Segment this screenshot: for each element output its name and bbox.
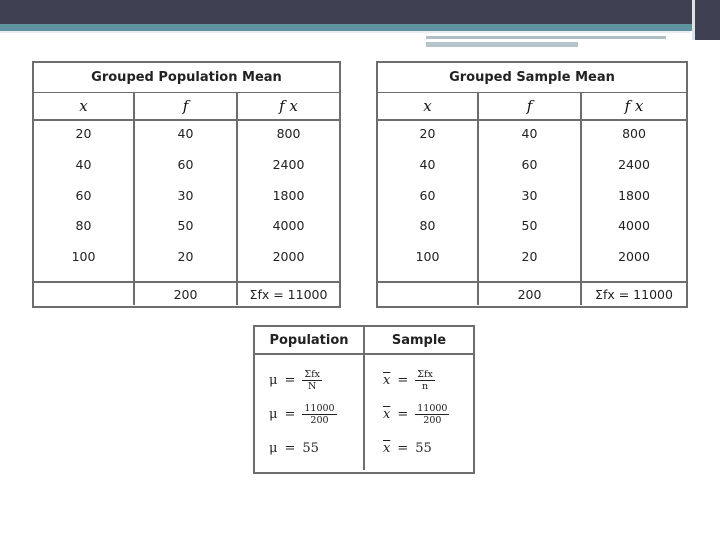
formula-header-row — [255, 327, 473, 355]
total-empty-cell — [34, 283, 135, 305]
header-f: f — [479, 93, 582, 119]
sample-formulas — [365, 355, 473, 470]
x-bar-symbol: $\overline{x}$ — [383, 372, 391, 388]
mu-symbol: μ — [269, 406, 278, 422]
x-bar-symbol: $\overline{x}$ — [383, 406, 391, 422]
mu-symbol: μ — [269, 372, 278, 388]
column-x — [378, 121, 479, 281]
table-total-row — [34, 283, 339, 305]
table-body — [34, 121, 339, 283]
column-f — [479, 121, 582, 281]
total-fx: Σfx = 11000 — [249, 286, 328, 302]
header-x: x — [34, 93, 135, 119]
cell-f: 50 — [177, 218, 194, 234]
header-fx: f x — [279, 97, 298, 115]
column-fx — [582, 121, 686, 281]
cell-x: 40 — [419, 156, 436, 172]
column-x — [34, 121, 135, 281]
cell-x: 20 — [419, 126, 436, 141]
fraction — [302, 369, 322, 392]
cell-x: 80 — [419, 218, 436, 234]
header-x: x — [378, 93, 479, 119]
total-f: 200 — [135, 283, 238, 305]
header-f: f — [135, 93, 238, 119]
slide-corner-notch — [692, 0, 720, 40]
cell-fx: 1800 — [272, 187, 305, 203]
table-title: Grouped Sample Mean — [378, 63, 686, 93]
table-title: Grouped Population Mean — [34, 63, 339, 93]
cell-f: 20 — [521, 249, 538, 265]
column-f — [135, 121, 238, 281]
column-fx — [238, 121, 339, 281]
denominator: N — [308, 380, 317, 392]
table-header-row — [378, 93, 686, 121]
cell-f: 20 — [177, 249, 194, 265]
equals-sign: = — [284, 406, 296, 422]
population-frequency-table — [32, 61, 341, 308]
cell-x: 100 — [71, 249, 96, 265]
cell-fx: 1800 — [618, 187, 650, 203]
cell-fx: 800 — [276, 126, 301, 141]
cell-f: 30 — [521, 187, 538, 203]
table-body — [378, 121, 686, 283]
formula-row — [383, 397, 473, 431]
result-value: 55 — [415, 440, 432, 456]
fraction — [415, 369, 435, 392]
cell-x: 80 — [75, 218, 92, 234]
fraction — [415, 403, 449, 426]
numerator: Σfx — [417, 368, 433, 380]
cell-x: 60 — [419, 187, 436, 203]
total-fx: Σfx = 11000 — [595, 286, 673, 302]
formula-row — [269, 363, 363, 397]
cell-f: 30 — [177, 187, 194, 203]
cell-x: 100 — [415, 249, 440, 265]
decorative-line — [0, 31, 690, 33]
cell-x: 20 — [75, 126, 92, 141]
equals-sign: = — [397, 372, 409, 388]
cell-fx: 4000 — [618, 218, 650, 234]
table-total-row — [378, 283, 686, 305]
population-formulas — [255, 355, 365, 470]
formula-row — [383, 431, 473, 465]
cell-fx: 800 — [622, 126, 646, 141]
header-sample: Sample — [391, 332, 447, 348]
header-fx: f x — [624, 97, 644, 115]
cell-f: 40 — [521, 126, 538, 141]
result-value: 55 — [302, 440, 319, 456]
denominator: n — [421, 380, 429, 392]
cell-fx: 2000 — [618, 249, 650, 265]
decorative-line — [426, 42, 578, 47]
cell-fx: 2400 — [272, 156, 305, 172]
cell-f: 50 — [521, 218, 538, 234]
table-header-row — [34, 93, 339, 121]
formula-body — [255, 355, 473, 470]
header-population: Population — [255, 327, 365, 353]
numerator: Σfx — [304, 368, 320, 380]
x-bar-symbol: $\overline{x}$ — [383, 440, 391, 456]
slide-top-band — [0, 24, 720, 31]
denominator: 200 — [310, 414, 329, 426]
fraction — [302, 403, 336, 426]
slide-top-bar — [0, 0, 720, 24]
cell-x: 60 — [75, 187, 92, 203]
equals-sign: = — [397, 440, 409, 456]
denominator: 200 — [423, 414, 442, 426]
numerator: 11000 — [304, 402, 335, 414]
decorative-line — [426, 36, 666, 39]
cell-x: 40 — [75, 156, 92, 172]
cell-f: 40 — [177, 126, 194, 141]
total-empty-cell — [378, 283, 479, 305]
total-f: 200 — [479, 283, 582, 305]
cell-fx: 4000 — [272, 218, 305, 234]
cell-fx: 2000 — [272, 249, 305, 265]
cell-f: 60 — [521, 156, 538, 172]
mean-formula-table — [253, 325, 475, 474]
numerator: 11000 — [417, 402, 448, 414]
cell-fx: 2400 — [618, 156, 650, 172]
equals-sign: = — [284, 372, 296, 388]
formula-row — [383, 363, 473, 397]
equals-sign: = — [397, 406, 409, 422]
equals-sign: = — [284, 440, 296, 456]
sample-frequency-table — [376, 61, 688, 308]
formula-row — [269, 431, 363, 465]
mu-symbol: μ — [269, 440, 278, 456]
cell-f: 60 — [177, 156, 194, 172]
formula-row — [269, 397, 363, 431]
